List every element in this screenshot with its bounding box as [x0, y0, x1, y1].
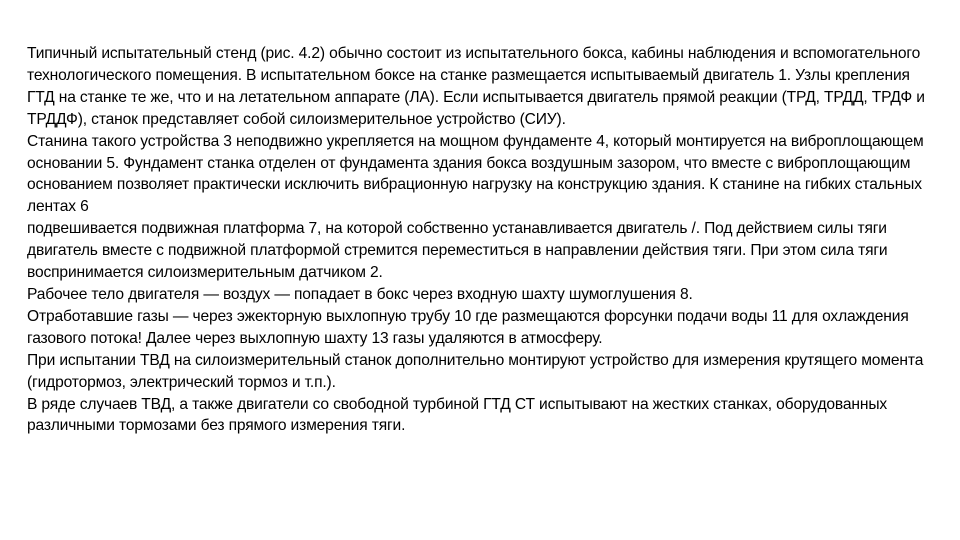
paragraph-working-air: Рабочее тело двигателя — воздух — попадает в бокс через входную шахту шумоглушения 8. [27, 285, 693, 303]
paragraph-frame-foundation: Станина такого устройства 3 неподвижно укрепляется на мощном фундаменте 4, который монтируется на виброплощающем основании 5. Фундамент станка отделен от фундамента здания бокса воздушным зазором, что вместе с виброплощающим основанием позволяет практически исключить вибрационную нагрузку на конструкцию здания. К станине на гибких стальных лентах 6 [27, 132, 924, 216]
paragraph-exhaust-gases: Отработавшие газы — через эжекторную выхлопную трубу 10 где размещаются форсунки подачи воды 11 для охлаждения газового потока! Далее через выхлопную шахту 13 газы удаляются в атмосферу. [27, 307, 909, 347]
paragraph-test-stand: Типичный испытательный стенд (рис. 4.2) обычно состоит из испытательного бокса, кабины наблюдения и вспомогательного технологического помещения. В испытательном боксе на станке размещается испытываемый двигатель 1. Узлы крепления ГТД на станке те же, что и на летательном аппарате (ЛА). Если испытывается двигатель прямой реакции (ТРД, ТРДД, ТРДФ и ТРДДФ), станок представляет собой силоизмерительное устройство (СИУ). [27, 45, 925, 128]
paragraph-turboprop-testing: При испытании ТВД на силоизмерительный станок дополнительно монтируют устройство для измерения крутящего момента (гидротормоз, электрический тормоз и т.п.). [27, 351, 924, 391]
body-text [27, 43, 937, 437]
paragraph-platform-thrust: подвешивается подвижная платформа 7, на которой собственно устанавливается двигатель /. Под действием силы тяги двигатель вместе с подвижной платформой стремится переместиться в направлении действия тяги. При этом сила тяги воспринимается силоизмерительным датчиком 2. [27, 220, 888, 282]
paragraph-rigid-stands: В ряде случаев ТВД, а также двигатели со свободной турбиной ГТД СТ испытывают на жестких станках, оборудованных различными тормозами без прямого измерения тяги. [27, 395, 888, 435]
